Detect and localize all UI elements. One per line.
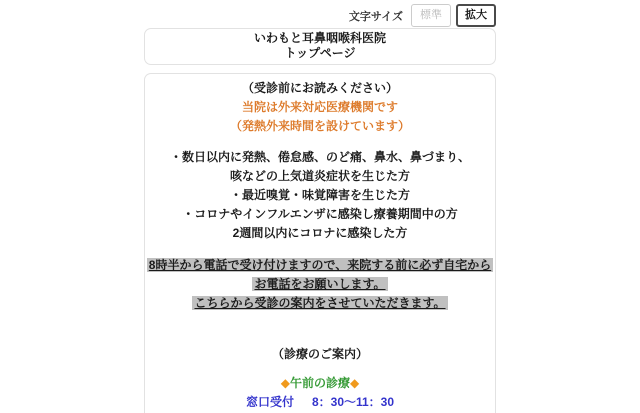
- diamond-icon: ◆: [350, 376, 360, 390]
- reception-hours: [145, 393, 495, 412]
- consultation-guide: [145, 345, 495, 364]
- symptom-item: 咳などの上気道炎症状を生じた方: [229, 169, 410, 183]
- morning-consultation-heading: [145, 374, 495, 393]
- symptom-item: ・コロナやインフルエンザに感染し療養期間中の方: [182, 207, 458, 221]
- phone-instruction-line: 8時半から電話で受け付けますので、来院する前に必ず自宅から: [148, 258, 492, 272]
- read-before-note: （受診前にお読みください）: [241, 81, 398, 95]
- phone-instruction: [145, 256, 495, 313]
- outpatient-facility-note: 当院は外来対応医療機関です: [241, 100, 398, 114]
- clinic-name: いわもと耳鼻咽喉科医院: [253, 31, 386, 45]
- symptom-list: [145, 148, 495, 243]
- fever-hours-note: （発熱外来時間を設けています）: [229, 119, 410, 133]
- pre-visit-notice: [145, 79, 495, 136]
- morning-consultation: [145, 374, 495, 412]
- symptom-item: ・数日以内に発熱、倦怠感、のど痛、鼻水、鼻づまり、: [169, 150, 470, 164]
- symptom-item: ・最近嗅覚・味覚障害を生じた方: [229, 188, 410, 202]
- phone-instruction-line: こちらから受診の案内をさせていただきます。: [194, 296, 446, 310]
- reception-time: 8：30〜11：30: [311, 395, 395, 409]
- font-size-controls: [144, 0, 496, 27]
- symptom-item: 2週間以内にコロナに感染した方: [232, 226, 408, 240]
- reception-label: 窓口受付: [245, 395, 294, 409]
- morning-consultation-title: 午前の診療: [289, 376, 350, 390]
- font-size-enlarge-button[interactable]: 拡大: [456, 4, 496, 27]
- diamond-icon: ◆: [280, 376, 290, 390]
- site-header: [144, 28, 496, 65]
- font-size-standard-button[interactable]: 標準: [411, 4, 451, 27]
- phone-instruction-line: お電話をお願いします。: [254, 277, 386, 291]
- page-title: トップページ: [284, 46, 356, 60]
- main-content: [144, 73, 496, 413]
- consultation-guide-title: （診療のご案内）: [271, 347, 368, 361]
- font-size-label: 文字サイズ: [348, 10, 403, 23]
